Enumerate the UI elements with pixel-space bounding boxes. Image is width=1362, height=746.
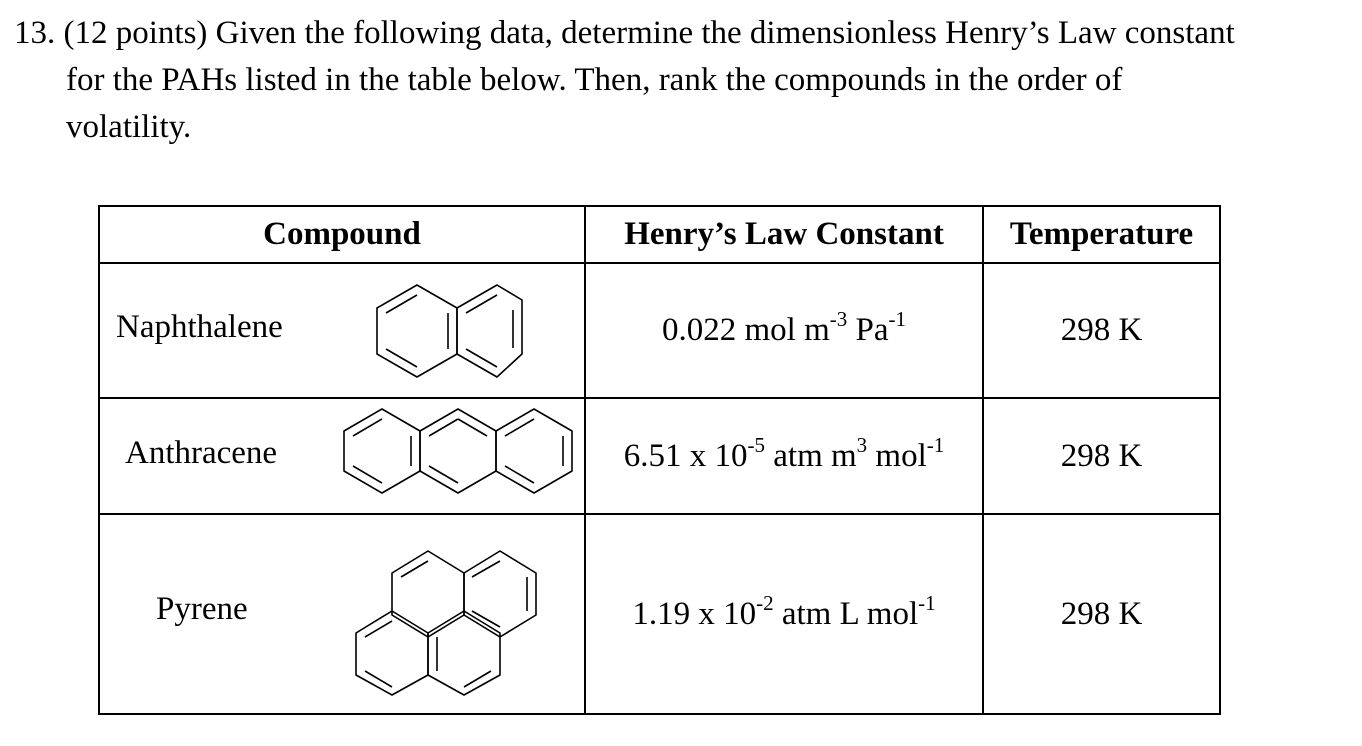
anthracene-structure-icon (342, 407, 582, 495)
compound-cell (99, 514, 585, 714)
hlc-cell (585, 398, 983, 514)
pah-data-table (98, 205, 1221, 715)
question-line-2: for the PAHs listed in the table below. Then, rank the compounds in the order of (66, 62, 1123, 98)
question-line-3: volatility. (66, 109, 192, 145)
table-row (99, 398, 1220, 514)
temperature-cell: 298 K (983, 263, 1220, 398)
compound-name: Pyrene (156, 591, 248, 627)
table-row (99, 263, 1220, 398)
compound-cell (99, 398, 585, 514)
compound-name: Naphthalene (116, 309, 283, 345)
hlc-value: 1.19 x $10^{-2}$ atm L mol$^{-1}$ (632, 590, 936, 632)
table-header-row (99, 206, 1220, 263)
compound-name: Anthracene (125, 435, 278, 471)
naphthalene-structure-icon (374, 282, 526, 380)
hlc-value: 0.022 mol $m^{-3}$ $Pa^{-1}$ (661, 307, 906, 348)
header-compound: Compound (99, 206, 585, 263)
question-text (14, 10, 1354, 151)
header-temperature: Temperature (983, 206, 1220, 263)
header-henrys-law-constant: Henry’s Law Constant (585, 206, 983, 263)
compound-cell (99, 263, 585, 398)
question-line-1: 13. (12 points) Given the following data, determine the dimensionless Henry’s Law constant (14, 15, 1235, 51)
table-row (99, 514, 1220, 714)
pyrene-structure-icon (348, 531, 552, 699)
temperature-cell: 298 K (983, 514, 1220, 714)
temperature-cell: 298 K (983, 398, 1220, 514)
hlc-value: 6.51 x $10^{-5}$ atm $m^3$ mol$^{-1}$ (623, 432, 945, 474)
hlc-cell (585, 263, 983, 398)
hlc-cell (585, 514, 983, 714)
